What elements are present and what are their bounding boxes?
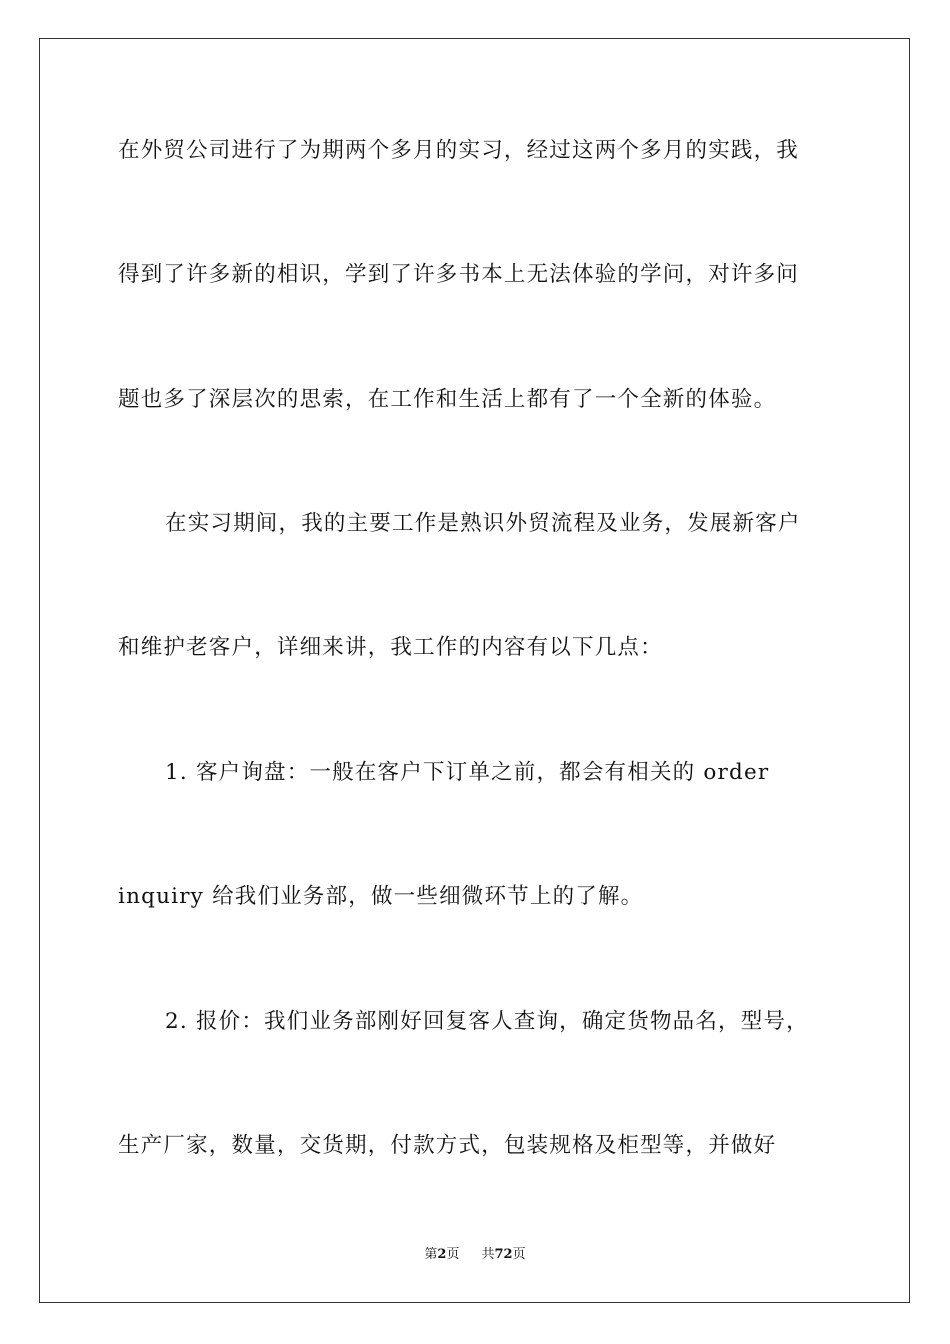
list-item-1-line-2: inquiry 给我们业务部，做一些细微环节上的了解。 [118,884,644,909]
page-footer [0,1246,950,1264]
list-item-2-line-2: 生产厂家，数量，交货期，付款方式，包装规格及柜型等，并做好 [118,1133,777,1158]
total-suffix: 页 [512,1247,526,1262]
page-suffix: 页 [446,1247,460,1262]
body-text-line-4: 在实习期间，我的主要工作是熟识外贸流程及业务，发展新客户 [165,511,801,536]
list-item-2-line-1: 2. 报价：我们业务部刚好回复客人查询，确定货物品名，型号， [165,1009,809,1034]
page-border [39,38,910,1303]
total-pages: 72 [494,1247,513,1262]
body-text-line-2: 得到了许多新的相识，学到了许多书本上无法体验的学问，对许多问 [118,262,800,287]
body-text-line-1: 在外贸公司进行了为期两个多月的实习，经过这两个多月的实践，我 [118,138,800,163]
page-number: 2 [437,1247,447,1262]
total-prefix: 共 [481,1247,495,1262]
body-text-line-5: 和维护老客户，详细来讲，我工作的内容有以下几点： [118,635,663,660]
page-prefix: 第 [424,1247,438,1262]
body-text-line-3: 题也多了深层次的思索，在工作和生活上都有了一个全新的体验。 [118,387,777,412]
list-item-1-line-1: 1. 客户询盘：一般在客户下订单之前，都会有相关的 order [165,760,770,785]
